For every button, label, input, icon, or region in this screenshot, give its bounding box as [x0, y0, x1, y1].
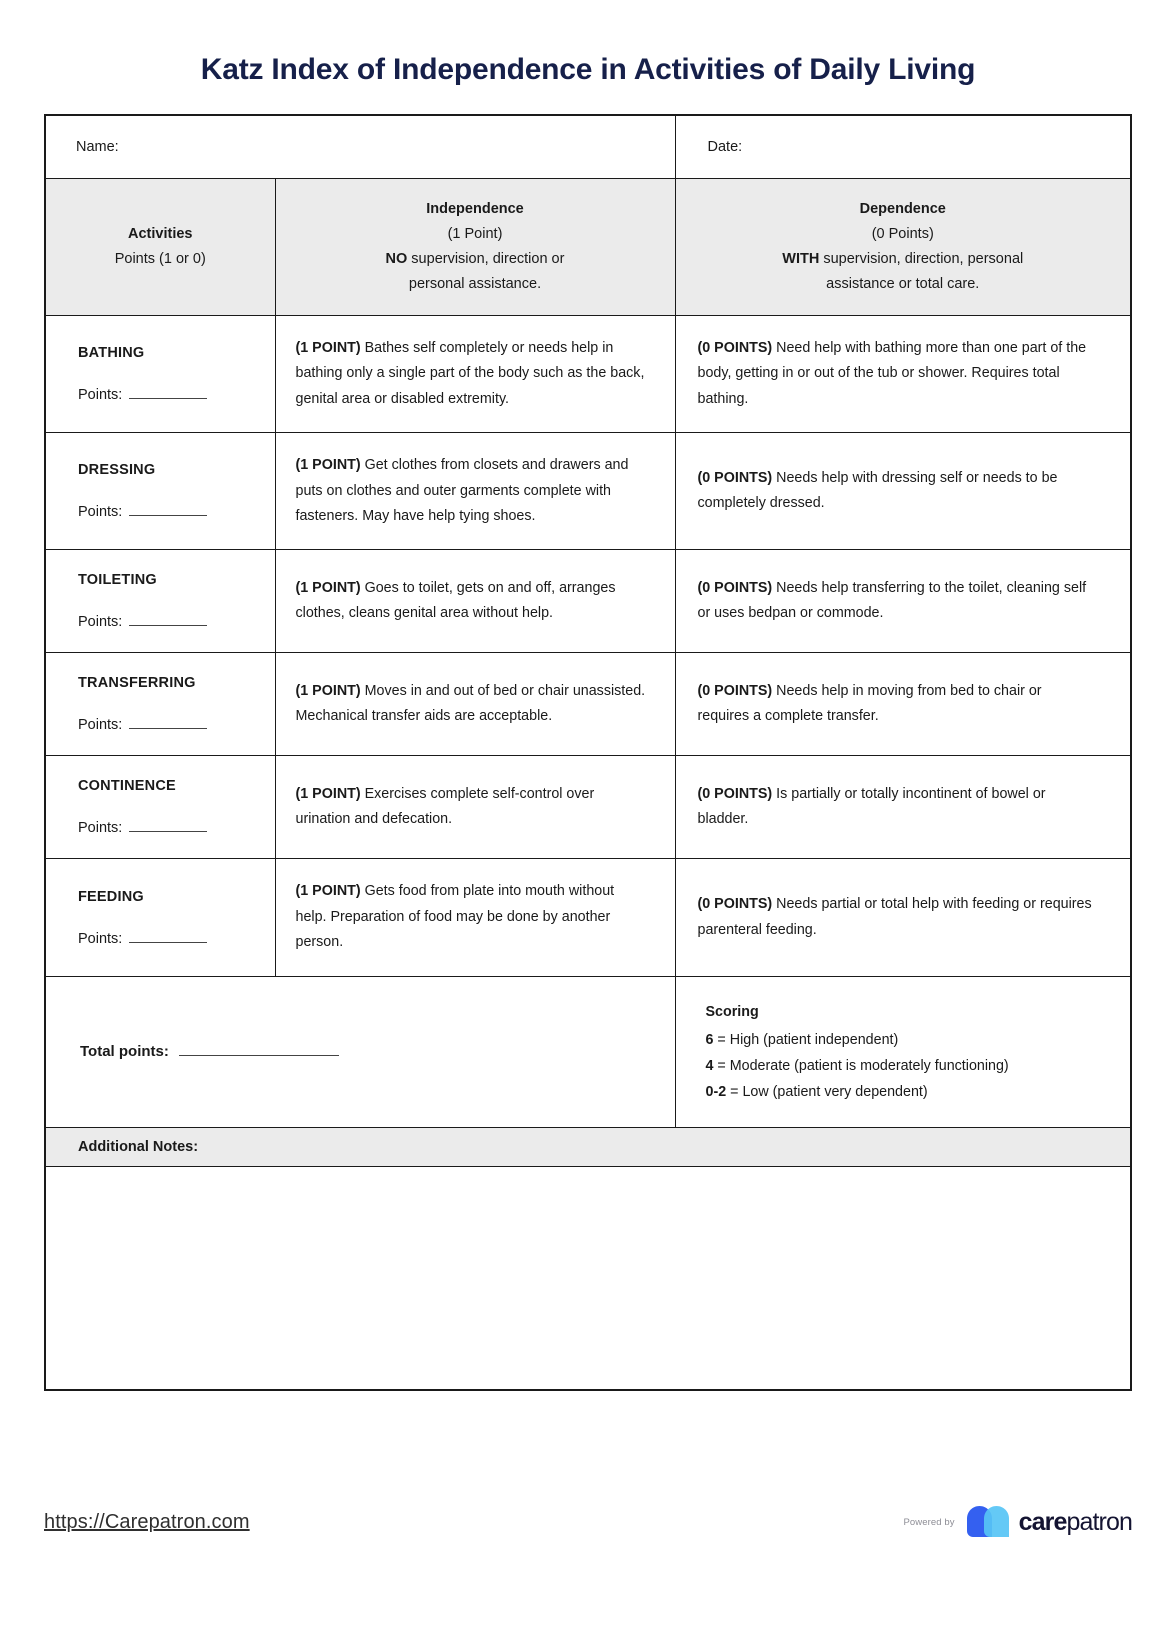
dependence-description: Need help with bathing more than one part of the body, getting in or out of the tub or shower. Requires total bathing.	[697, 339, 1087, 407]
carepatron-wordmark	[1018, 1507, 1132, 1536]
points-entry[interactable]	[78, 614, 275, 630]
activity-cell-feeding	[45, 859, 275, 976]
table-row	[45, 315, 1131, 432]
dependence-point-tag: (0 POINTS)	[697, 579, 773, 596]
points-blank-line[interactable]	[129, 387, 207, 399]
carepatron-logo-icon	[964, 1505, 1010, 1539]
page-title: Katz Index of Independence in Activities of Daily Living	[200, 53, 976, 86]
total-points-label: Total points:	[80, 1043, 169, 1061]
table-row	[45, 433, 1131, 550]
header-independence-points: (1 Point)	[447, 225, 503, 242]
date-label: Date:	[707, 139, 743, 155]
table-row	[45, 859, 1131, 976]
carepatron-website-link[interactable]: https://Carepatron.com	[44, 1510, 250, 1533]
dependence-cell-bathing	[675, 315, 1131, 432]
table-row	[45, 653, 1131, 756]
dependence-point-tag: (0 POINTS)	[697, 785, 773, 802]
header-dependence-title: Dependence	[859, 201, 946, 217]
header-activities	[45, 179, 275, 316]
total-points-blank-line[interactable]	[179, 1044, 339, 1056]
header-independence-desc1-rest: supervision, direction or	[407, 250, 565, 267]
points-entry[interactable]	[78, 387, 275, 403]
independence-description: Moves in and out of bed or chair unassisted. Mechanical transfer aids are acceptable.	[295, 682, 646, 725]
dependence-description: Needs partial or total help with feeding or requires parenteral feeding.	[697, 896, 1092, 938]
scoring-level-high	[706, 1027, 1111, 1053]
points-label: Points:	[78, 614, 123, 631]
dependence-description: Needs help in moving from bed to chair or requires a complete transfer.	[697, 682, 1042, 725]
powered-by-label: Powered by	[903, 1516, 955, 1528]
independence-description: Bathes self completely or needs help in bathing only a single part of the body such as the back, genital area or disabled extremity.	[295, 339, 645, 407]
scoring-level-moderate-score: 4	[705, 1057, 714, 1074]
header-independence-desc2: personal assistance.	[408, 275, 542, 292]
name-label: Name:	[76, 139, 119, 155]
additional-notes-body-row	[45, 1166, 1131, 1390]
independence-point-tag: (1 POINT)	[295, 457, 361, 474]
independence-cell-bathing	[275, 315, 675, 432]
points-entry[interactable]	[78, 820, 275, 836]
points-label: Points:	[78, 504, 123, 521]
scoring-level-moderate	[706, 1053, 1111, 1079]
independence-point-tag: (1 POINT)	[295, 682, 361, 699]
independence-description: Goes to toilet, gets on and off, arranges clothes, cleans genital area without help.	[295, 579, 616, 622]
points-blank-line[interactable]	[129, 504, 207, 516]
dependence-point-tag: (0 POINTS)	[697, 896, 773, 913]
header-dependence-desc2: assistance or total care.	[826, 275, 980, 292]
activity-label: TOILETING	[78, 572, 157, 589]
independence-point-tag: (1 POINT)	[295, 579, 361, 596]
dependence-point-tag: (0 POINTS)	[697, 339, 773, 356]
points-label: Points:	[78, 717, 123, 734]
independence-point-tag: (1 POINT)	[295, 785, 361, 802]
activity-label: TRANSFERRING	[78, 675, 196, 692]
dependence-point-tag: (0 POINTS)	[697, 469, 773, 486]
points-blank-line[interactable]	[129, 820, 207, 832]
header-dependence-desc1-rest: supervision, direction, personal	[819, 250, 1024, 267]
points-label: Points:	[78, 930, 123, 947]
wordmark-thin: patron	[1066, 1507, 1132, 1536]
dependence-cell-continence	[675, 756, 1131, 859]
activity-cell-toileting	[45, 550, 275, 653]
points-blank-line[interactable]	[129, 614, 207, 626]
independence-cell-transferring	[275, 653, 675, 756]
scoring-level-high-score: 6	[705, 1031, 714, 1048]
points-label: Points:	[78, 820, 123, 837]
header-independence-emph: NO	[385, 250, 408, 267]
header-activities-title: Activities	[128, 225, 193, 242]
dependence-cell-transferring	[675, 653, 1131, 756]
independence-description: Gets food from plate into mouth without help. Preparation of food may be done by another person.	[295, 883, 615, 951]
dependence-cell-dressing	[675, 433, 1131, 550]
activity-label: DRESSING	[78, 462, 156, 479]
scoring-row	[45, 976, 1131, 1127]
header-dependence-points: (0 Points)	[871, 225, 934, 242]
activity-label: BATHING	[78, 344, 145, 361]
table-row	[45, 550, 1131, 653]
header-dependence-desc1	[696, 247, 1111, 272]
carepatron-branding	[903, 1505, 1132, 1539]
points-entry[interactable]	[78, 931, 275, 947]
header-activities-sub: Points (1 or 0)	[114, 250, 206, 267]
dependence-description: Is partially or totally incontinent of bowel or bladder.	[697, 785, 1046, 828]
independence-description: Get clothes from closets and drawers and puts on clothes and outer garments complete with fasteners. May have help tying shoes.	[295, 457, 629, 524]
total-points-entry[interactable]	[45, 976, 675, 1127]
activity-cell-bathing	[45, 315, 275, 432]
additional-notes-header-row	[45, 1127, 1131, 1166]
scoring-legend	[675, 976, 1131, 1127]
header-independence-title: Independence	[426, 201, 524, 217]
independence-cell-toileting	[275, 550, 675, 653]
points-blank-line[interactable]	[129, 717, 207, 729]
table-row	[45, 756, 1131, 859]
activity-cell-continence	[45, 756, 275, 859]
independence-cell-feeding	[275, 859, 675, 976]
scoring-level-low-score: 0-2	[705, 1083, 727, 1100]
dependence-cell-feeding	[675, 859, 1131, 976]
independence-point-tag: (1 POINT)	[295, 339, 361, 356]
points-entry[interactable]	[78, 717, 275, 733]
wordmark-bold: care	[1018, 1507, 1067, 1536]
name-field[interactable]	[45, 115, 675, 179]
scoring-level-high-text: = High (patient independent)	[713, 1031, 899, 1048]
scoring-level-low-text: = Low (patient very dependent)	[726, 1083, 928, 1100]
independence-cell-continence	[275, 756, 675, 859]
page-footer	[44, 1500, 1132, 1544]
activity-label: CONTINENCE	[78, 778, 176, 795]
additional-notes-input[interactable]	[45, 1166, 1131, 1390]
dependence-cell-toileting	[675, 550, 1131, 653]
dependence-description: Needs help with dressing self or needs to be completely dressed.	[697, 469, 1058, 512]
header-dependence	[675, 179, 1131, 316]
independence-cell-dressing	[275, 433, 675, 550]
header-dependence-emph: WITH	[782, 250, 820, 267]
points-entry[interactable]	[78, 504, 275, 520]
activity-cell-dressing	[45, 433, 275, 550]
additional-notes-label: Additional Notes:	[45, 1127, 1131, 1166]
table-header-row	[45, 179, 1131, 316]
points-blank-line[interactable]	[129, 931, 207, 943]
independence-description: Exercises complete self-control over urination and defecation.	[295, 785, 595, 828]
dependence-point-tag: (0 POINTS)	[697, 682, 773, 699]
katz-index-form-table	[44, 114, 1132, 1391]
header-independence-desc1	[296, 247, 655, 272]
independence-point-tag: (1 POINT)	[295, 883, 361, 900]
activity-label: FEEDING	[78, 888, 144, 905]
date-field[interactable]	[675, 115, 1131, 179]
scoring-heading: Scoring	[705, 1003, 759, 1020]
activity-cell-transferring	[45, 653, 275, 756]
scoring-level-low	[706, 1079, 1111, 1105]
identity-row	[45, 115, 1131, 179]
points-label: Points:	[78, 386, 123, 403]
scoring-level-moderate-text: = Moderate (patient is moderately functioning)	[713, 1057, 1009, 1074]
dependence-description: Needs help transferring to the toilet, cleaning self or uses bedpan or commode.	[697, 579, 1087, 622]
header-independence	[275, 179, 675, 316]
